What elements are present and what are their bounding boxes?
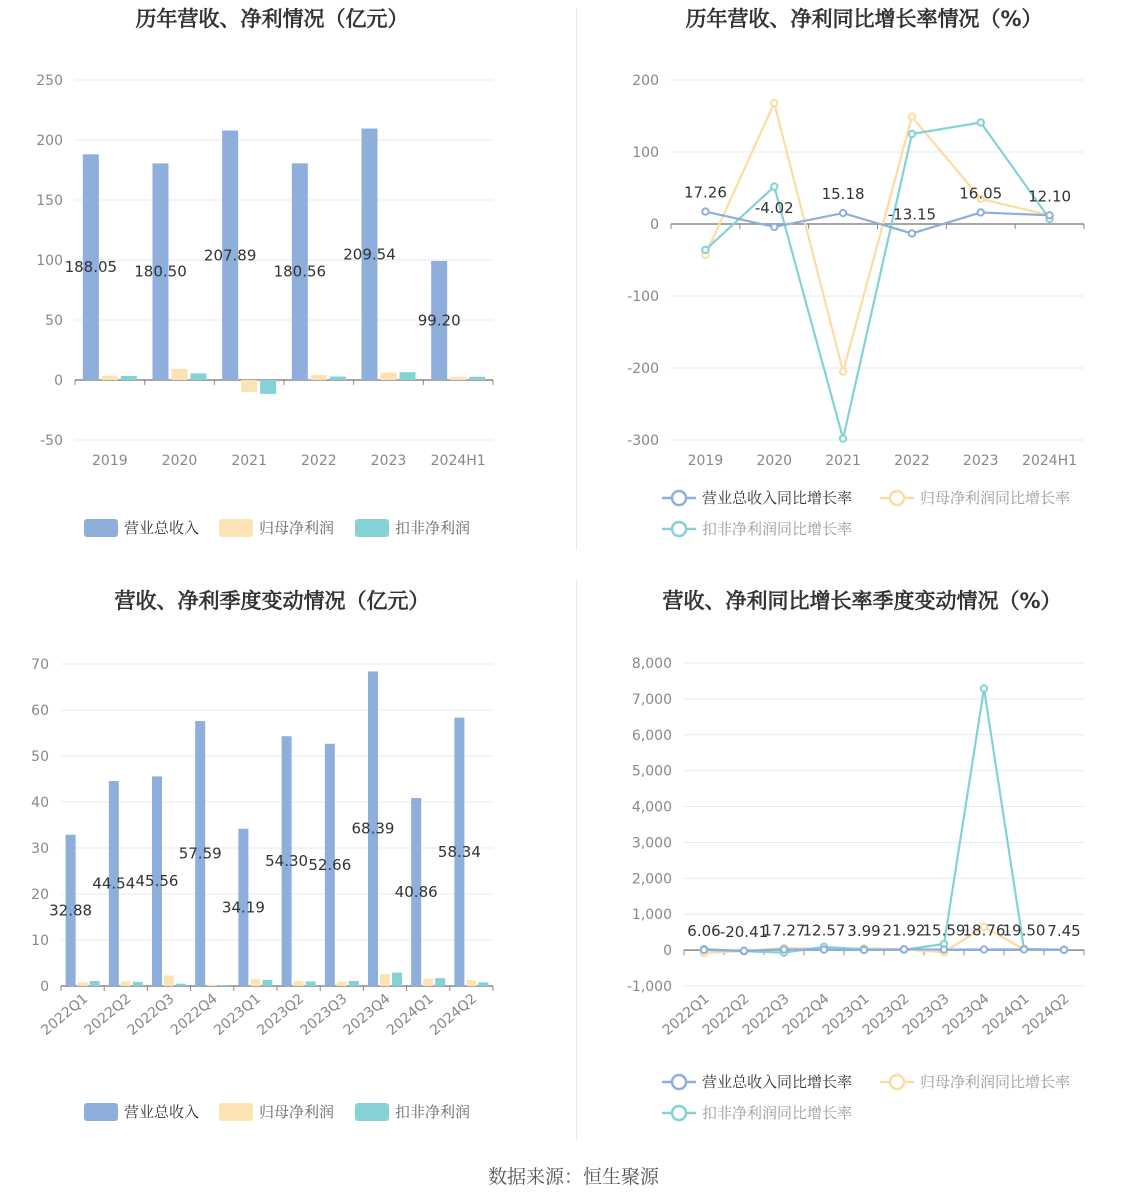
bar-data-label: 40.86 [394,883,438,902]
bar-net-profit [78,982,88,986]
x-tick-label: 2021 [825,453,861,469]
quarterly-revenue-profit-chart [0,580,576,1145]
x-tick-label: 2022Q4 [779,990,833,1039]
bar-data-label: 188.05 [64,258,118,277]
y-tick-label: -50 [40,433,63,449]
x-tick-label: 2023Q2 [254,990,308,1039]
x-tick-label: 2023 [370,453,407,469]
line-data-label: 15.59 [922,921,966,940]
chart-title: 营收、净利季度变动情况（亿元） [114,589,430,613]
x-tick-label: 2023Q2 [859,990,913,1039]
x-tick-label: 2023Q3 [899,990,953,1039]
legend-swatch [84,519,118,537]
bar-data-label: 32.88 [49,901,93,920]
bar-net-profit [380,974,390,986]
x-tick-label: 2020 [756,453,793,469]
x-tick-label: 2022Q1 [38,990,92,1039]
bar-net-profit [381,373,397,380]
x-tick-label: 2019 [687,453,724,469]
bar-deducted-profit [469,377,485,380]
chart-title: 历年营收、净利同比增长率情况（%） [685,7,1043,31]
bar-data-label: 99.20 [417,311,461,330]
legend-label: 营业总收入 [124,519,200,537]
line-net-profit-growth [705,103,1049,372]
bar-deducted-profit [330,377,346,380]
legend-label: 扣非净利润同比增长率 [702,520,853,538]
annual-revenue-profit-chart [0,0,576,560]
line-point [840,210,846,216]
bar-net-profit [241,380,257,392]
bar-net-profit [164,975,174,986]
bar-data-label: 52.66 [308,855,352,874]
x-tick-label: 2022Q2 [81,990,135,1039]
x-tick-label: 2022 [301,453,337,469]
annual-growth-rate-chart [576,0,1147,560]
y-tick-label: -200 [627,361,659,377]
line-point [1061,947,1067,953]
line-point [701,947,707,953]
line-point [1046,212,1052,218]
line-point [901,946,907,952]
y-tick-label: 200 [632,73,659,89]
x-tick-label: 2023Q4 [939,990,993,1039]
y-tick-label: 70 [31,657,49,673]
x-tick-label: 2022Q1 [659,990,713,1039]
legend-marker [672,1075,686,1089]
bar-net-profit [337,982,347,986]
legend-marker [672,1106,686,1120]
line-point [861,947,867,953]
x-tick-label: 2023Q1 [211,990,264,1039]
x-tick-label: 2020 [161,453,198,469]
line-data-label: -13.15 [887,205,937,224]
y-tick-label: 50 [31,749,49,765]
x-tick-label: 2021 [231,453,267,469]
legend-label: 营业总收入同比增长率 [702,489,853,507]
y-tick-label: 0 [663,943,672,960]
line-data-label: 21.92 [882,921,926,940]
x-tick-label: 2019 [92,453,128,469]
y-tick-label: 30 [31,841,49,857]
data-source-label: 数据来源：恒生聚源 [487,1166,659,1188]
y-tick-label: 7,000 [631,691,672,708]
y-tick-label: 0 [40,979,49,995]
y-tick-label: 4,000 [631,799,672,816]
x-tick-label: 2022Q3 [739,990,793,1039]
bar-data-label: 209.54 [343,245,396,264]
bar-data-label: 57.59 [178,844,222,863]
y-tick-label: 0 [650,217,659,233]
bar-net-profit [172,369,188,380]
line-point [702,247,708,253]
line-point [909,131,915,137]
y-tick-label: 40 [31,795,49,811]
line-data-label: 15.18 [821,185,865,204]
y-tick-label: 6,000 [631,727,672,744]
y-tick-label: 10 [31,933,49,949]
y-tick-label: 60 [31,703,49,719]
bar-deducted-profit [133,982,143,986]
line-point [909,114,915,120]
x-tick-label: 2023Q3 [297,990,351,1039]
line-data-label: 12.57 [802,921,846,940]
bar-data-label: 58.34 [437,842,481,861]
x-tick-label: 2023 [962,453,999,469]
line-data-label: 16.05 [959,184,1003,203]
legend-label: 归母净利润同比增长率 [920,1073,1071,1091]
y-tick-label: 5,000 [631,763,672,780]
bar-data-label: 54.30 [265,852,309,871]
legend-label: 归母净利润 [259,519,335,537]
bar-deducted-profit [90,981,100,986]
legend-label: 扣非净利润 [395,1103,471,1121]
legend-swatch [355,1103,389,1121]
x-tick-label: 2024Q1 [979,990,1033,1039]
y-tick-label: -1,000 [626,979,672,995]
y-tick-label: 100 [36,253,63,269]
x-tick-label: 2023Q1 [819,990,873,1039]
line-point [771,100,777,106]
bar-net-profit [450,377,466,380]
y-tick-label: -100 [627,289,659,305]
legend-label: 归母净利润同比增长率 [920,489,1071,507]
bar-deducted-profit [219,985,229,986]
line-data-label: 3.99 [847,921,881,940]
bar-net-profit [294,981,304,986]
line-point [702,208,708,214]
y-tick-label: 2,000 [631,871,672,888]
x-tick-label: 2022Q3 [124,990,178,1039]
bar-net-profit [423,979,433,986]
y-tick-label: -300 [627,433,659,449]
legend-marker [672,491,686,505]
y-tick-label: 3,000 [631,835,672,852]
bar-deducted-profit [262,980,272,986]
x-tick-label: 2024Q2 [427,990,480,1039]
y-tick-label: 1,000 [631,907,672,924]
bar-net-profit [466,980,476,986]
bar-net-profit [121,981,131,986]
bar-deducted-profit [392,973,402,986]
line-point [978,209,984,215]
legend-marker [672,522,686,536]
quarterly-growth-rate-panel [576,580,1147,1145]
bar-net-profit [207,985,217,986]
line-data-label: 7.45 [1047,921,1081,940]
line-point [981,685,987,691]
line-deducted-profit-growth [705,122,1049,438]
x-tick-label: 2024Q1 [383,990,437,1039]
line-point [771,224,777,230]
bar-deducted-profit [306,981,316,986]
line-point [840,368,846,374]
bar-data-label: 34.19 [221,898,265,917]
line-point [941,946,947,952]
bar-net-profit [102,376,118,380]
x-tick-label: 2023Q4 [340,990,394,1039]
legend-marker [890,1075,904,1089]
annual-growth-rate-panel [576,0,1147,560]
bar-deducted-profit [121,376,137,380]
bar-data-label: 207.89 [203,246,257,265]
bar-deducted-profit [478,982,488,986]
legend-label: 扣非净利润同比增长率 [702,1104,853,1122]
line-data-label: 17.26 [683,183,727,202]
line-data-label: 6.06 [687,921,721,940]
y-tick-label: 50 [45,313,63,329]
line-point [821,946,827,952]
quarterly-growth-rate-chart [576,580,1147,1145]
quarterly-revenue-profit-panel [0,580,576,1145]
x-tick-label: 2024H1 [1022,453,1078,469]
line-point [840,435,846,441]
line-point [978,119,984,125]
bar-deducted-profit [435,978,445,986]
annual-revenue-profit-panel [0,0,576,560]
x-tick-label: 2022 [894,453,930,469]
line-point [781,946,787,952]
bar-deducted-profit [260,380,276,394]
line-data-label: 18.76 [962,921,1006,940]
y-tick-label: 8,000 [631,656,672,672]
line-point [981,946,987,952]
line-data-label: -20.41 [719,922,769,941]
legend-swatch [84,1103,118,1121]
line-point [771,183,777,189]
legend-swatch [219,519,253,537]
bar-data-label: 180.56 [273,262,327,281]
y-tick-label: 250 [36,73,63,89]
x-tick-label: 2024H1 [430,453,486,469]
y-tick-label: 100 [632,145,659,161]
bar-data-label: 180.50 [134,262,187,281]
x-tick-label: 2024Q2 [1019,990,1073,1039]
chart-title: 营收、净利同比增长率季度变动情况（%） [662,589,1062,613]
line-point [741,948,747,954]
bar-deducted-profit [191,373,207,380]
legend-label: 营业总收入 [124,1103,200,1121]
y-tick-label: 200 [36,133,63,149]
chart-title: 历年营收、净利情况（亿元） [135,7,409,31]
y-tick-label: 0 [54,373,63,389]
line-data-label: 17.27 [762,921,806,940]
line-data-label: 19.50 [1002,921,1046,940]
bar-data-label: 44.54 [92,874,136,893]
line-point [1021,946,1027,952]
bar-deducted-profit [400,372,416,380]
line-point [909,230,915,236]
bar-data-label: 68.39 [351,819,395,838]
bar-net-profit [311,375,327,380]
bar-deducted-profit [176,984,186,986]
legend-label: 扣非净利润 [395,519,471,537]
bar-deducted-profit [349,981,359,986]
bar-data-label: 45.56 [135,872,179,891]
line-data-label: 12.10 [1028,187,1072,206]
y-tick-label: 150 [36,193,63,209]
legend-marker [890,491,904,505]
legend-swatch [219,1103,253,1121]
line-deducted-profit-growth [704,688,1064,952]
x-tick-label: 2022Q2 [699,990,753,1039]
x-tick-label: 2022Q4 [167,990,221,1039]
bar-net-profit [250,979,260,986]
line-data-label: -4.02 [754,198,794,217]
legend-label: 归母净利润 [259,1103,335,1121]
y-tick-label: 20 [31,887,49,903]
legend-swatch [355,519,389,537]
legend-label: 营业总收入同比增长率 [702,1073,853,1091]
